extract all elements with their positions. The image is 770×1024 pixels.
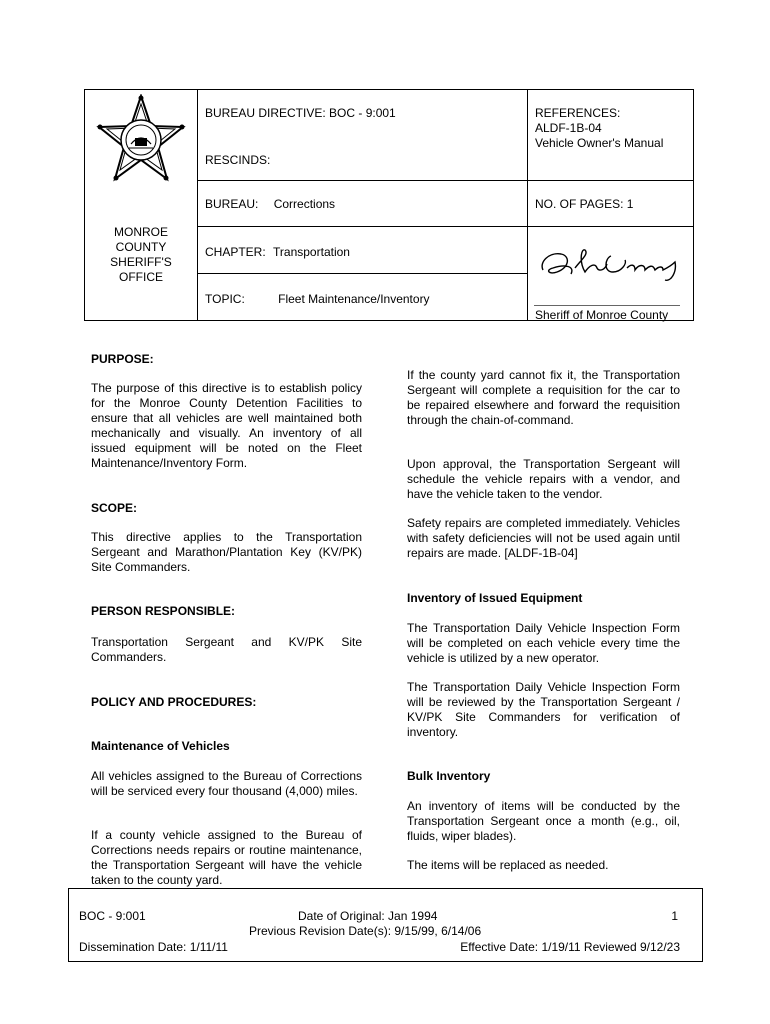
directive-header-table <box>84 89 694 321</box>
sheriff-star-badge <box>95 94 187 186</box>
person-responsible-text: Transportation Sergeant and KV/PK Site Commanders. <box>91 635 362 664</box>
signature-line <box>534 305 680 306</box>
bulk-inventory-heading: Bulk Inventory <box>407 769 491 783</box>
header-row-divider <box>197 180 693 181</box>
maintenance-heading: Maintenance of Vehicles <box>91 739 230 753</box>
inspection-review-text: The Transportation Daily Vehicle Inspection Form will be reviewed by the Transportation Sergeant / KV/PK Site Commanders for verification of inventory. <box>407 680 680 739</box>
requisition-text: If the county yard cannot fix it, the Transportation Sergeant will complete a requisition for the car to be repaired elsewhere and forward the requisition through the chain-of-command. <box>407 368 680 427</box>
maintenance-text: All vehicles assigned to the Bureau of Corrections will be serviced every four thousand (4,000) miles. <box>91 769 362 798</box>
footer-original-date: Date of Original: Jan 1994 <box>298 909 438 923</box>
footer-directive-code: BOC - 9:001 <box>79 909 146 923</box>
sheriff-signature <box>535 242 685 284</box>
topic-field <box>205 292 430 307</box>
approval-text: Upon approval, the Transportation Sergeant will schedule the vehicle repairs with a vendor, and have the vehicle taken to the vendor. <box>407 457 680 501</box>
topic-label: TOPIC: <box>205 292 245 306</box>
chapter-label: CHAPTER: <box>205 245 266 259</box>
inventory-heading: Inventory of Issued Equipment <box>407 591 583 605</box>
office-line: SHERIFF'S <box>110 255 172 269</box>
chapter-field <box>205 245 350 260</box>
references-line: Vehicle Owner's Manual <box>535 136 664 150</box>
header-row-divider <box>197 273 527 274</box>
scope-heading: SCOPE: <box>91 501 138 515</box>
references-line: REFERENCES: <box>535 106 621 120</box>
header-divider <box>527 90 528 320</box>
purpose-heading: PURPOSE: <box>91 352 154 366</box>
topic-value: Fleet Maintenance/Inventory <box>278 292 430 306</box>
references-line: ALDF-1B-04 <box>535 121 602 135</box>
chapter-value: Transportation <box>273 245 350 259</box>
policy-heading: POLICY AND PROCEDURES: <box>91 695 257 709</box>
replacement-text: The items will be replaced as needed. <box>407 858 609 872</box>
bulk-inventory-text: An inventory of items will be conducted by the Transportation Sergeant once a month (e.g., oil, fluids, wiper blades). <box>407 799 680 843</box>
office-line: MONROE <box>114 225 168 239</box>
purpose-text: The purpose of this directive is to establish policy for the Monroe County Detention Facilities to ensure that all vehicles are well maintained both mechanically and visually. An inventory of all issued equipment will be noted on the Fleet Maintenance/Inventory Form. <box>91 381 362 470</box>
person-responsible-heading: PERSON RESPONSIBLE: <box>91 604 236 618</box>
header-divider <box>197 90 198 320</box>
document-footer <box>68 888 703 962</box>
footer-page-number: 1 <box>671 909 678 923</box>
bureau-value: Corrections <box>273 197 336 211</box>
footer-revision-dates: Previous Revision Date(s): 9/15/99, 6/14/06 <box>249 924 482 938</box>
county-yard-text: If a county vehicle assigned to the Bureau of Corrections needs repairs or routine maintenance, the Transportation Sergeant will have the vehicle taken to the county yard. <box>91 828 362 887</box>
page-count: NO. OF PAGES: 1 <box>535 197 634 211</box>
bureau-label: BUREAU: <box>205 197 259 211</box>
signature-caption: Sheriff of Monroe County <box>535 308 669 322</box>
safety-repairs-text: Safety repairs are completed immediately. Vehicles with safety deficiencies will not be used again until repairs are made. [ALDF-1B-04] <box>407 516 680 560</box>
footer-dissemination-date: Dissemination Date: 1/11/11 <box>79 940 228 954</box>
office-line: OFFICE <box>119 270 163 284</box>
office-line: COUNTY <box>115 240 167 254</box>
inspection-form-text: The Transportation Daily Vehicle Inspection Form will be completed on each vehicle every time the vehicle is utilized by a new operator. <box>407 621 680 665</box>
directive-number: BUREAU DIRECTIVE: BOC - 9:001 <box>205 106 396 120</box>
rescinds-label: RESCINDS: <box>205 153 271 167</box>
scope-text: This directive applies to the Transportation Sergeant and Marathon/Plantation Key (KV/PK) Site Commanders. <box>91 530 362 574</box>
office-name <box>85 225 197 285</box>
bureau-field <box>205 197 335 212</box>
header-row-divider <box>197 226 693 227</box>
footer-effective-date: Effective Date: 1/19/11 Reviewed 9/12/23 <box>460 940 680 954</box>
references <box>535 106 663 151</box>
